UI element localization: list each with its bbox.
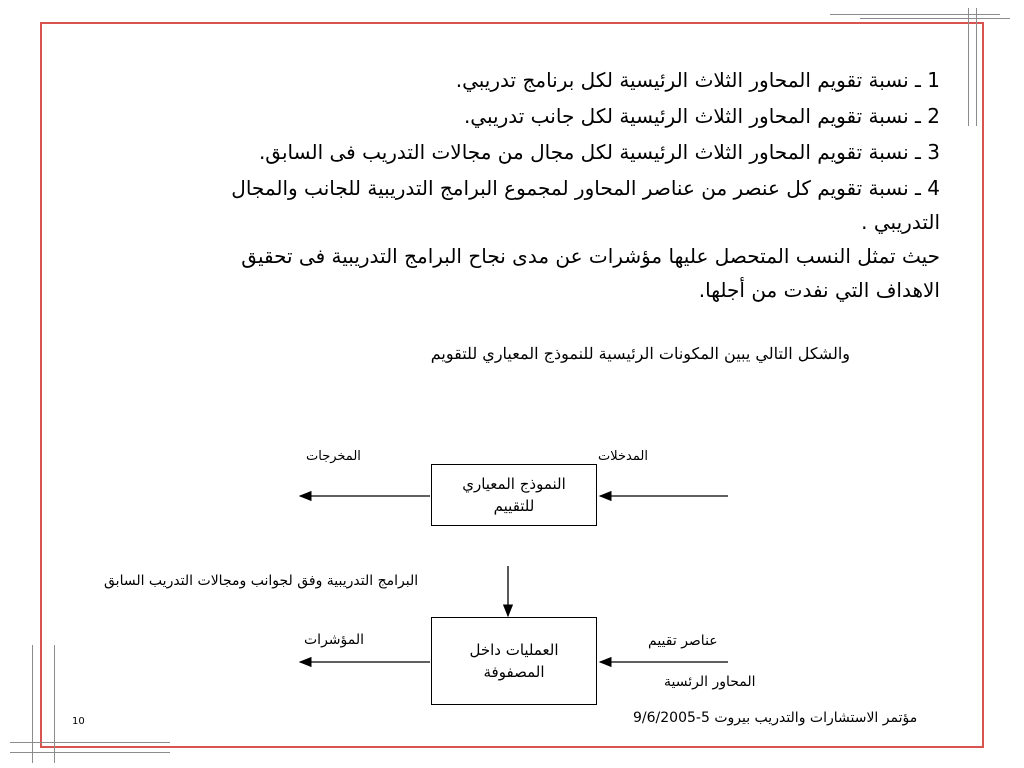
outputs-label: المخرجات bbox=[306, 449, 361, 464]
figure-intro: والشكل التالي يبين المكونات الرئيسية للنموذج المعياري للتقويم bbox=[430, 344, 850, 363]
numbered-item-3: 3 ـ نسبة تقويم المحاور الثلاث الرئيسية لكل مجال من مجالات التدريب فى السابق. bbox=[258, 140, 940, 164]
numbered-item-1: 1 ـ نسبة تقويم المحاور الثلاث الرئيسية لكل برنامج تدريبي. bbox=[455, 68, 940, 92]
page-number: 10 bbox=[72, 716, 85, 727]
numbered-item-2: 2 ـ نسبة تقويم المحاور الثلاث الرئيسية لكل جانب تدريبي. bbox=[463, 104, 940, 128]
numbered-item-4-continued: التدريبي . bbox=[861, 210, 940, 234]
numbered-item-4: 4 ـ نسبة تقويم كل عنصر من عناصر المحاور لمجموع البرامج التدريبية للجانب والمجال bbox=[231, 176, 940, 200]
summary-line-1: حيث تمثل النسب المتحصل عليها مؤشرات عن مدى نجاح البرامج التدريبية فى تحقيق bbox=[241, 244, 940, 268]
summary-line-2: الاهداف التي نفدت من أجلها. bbox=[698, 278, 940, 302]
footer-conference: مؤتمر الاستشارات والتدريب بيروت 5-9/6/2005 bbox=[633, 710, 918, 726]
inputs-label: المدخلات bbox=[598, 449, 648, 464]
indicators-label: المؤشرات bbox=[304, 632, 365, 648]
main-axes-label: المحاور الرئسية bbox=[664, 674, 756, 690]
process-box: العمليات داخل المصفوفة bbox=[431, 617, 597, 705]
programs-label: البرامج التدريبية وفق لجوانب ومجالات التدريب السابق bbox=[104, 573, 419, 589]
evaluation-elements-label: عناصر تقييم bbox=[648, 633, 718, 649]
model-box: النموذج المعياري للتقييم bbox=[431, 464, 597, 526]
